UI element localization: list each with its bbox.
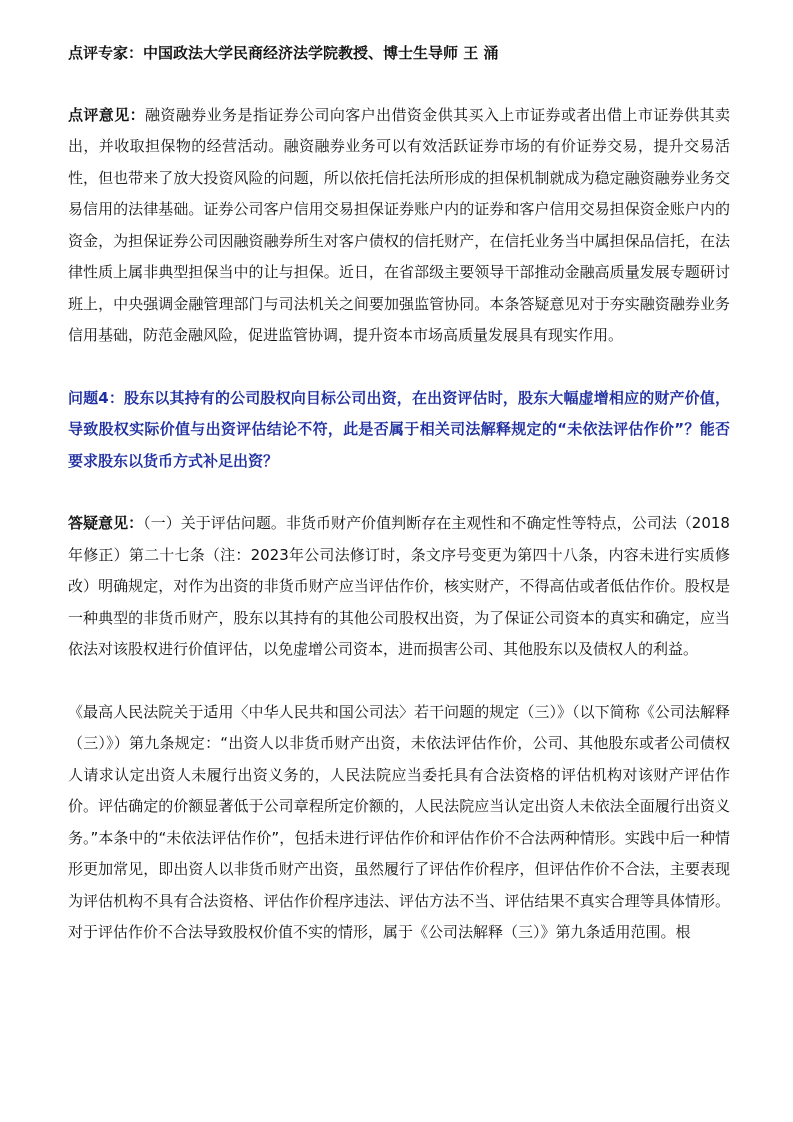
answer-paragraph: [68, 508, 730, 666]
answer-label: 答疑意见：: [68, 514, 144, 532]
comment-paragraph: [68, 100, 730, 352]
comment-text: 融资融券业务是指证券公司向客户出借资金供其买入上市证券或者出借上市证券供其卖出，并收取担保物的经营活动。融资融券业务可以有效活跃证券市场的有价证券交易，提升交易活性，但也带来了放大投资风险的问题，所以依托信托法所形成的担保机制就成为稳定融资融券业务交易信用的法律基础。证券公司客户信用交易担保证券账户内的证券和客户信用交易担保资金账户内的资金，为担保证券公司因融资融券所生对客户债权的信托财产，在信托业务当中属担保品信托，在法律性质上属非典型担保当中的让与担保。近日，在省部级主要领导干部推动金融高质量发展专题研讨班上，中央强调金融管理部门与司法机关之间要加强监管协同。本条答疑意见对于夯实融资融券业务信用基础，防范金融风险，促进监管协调，提升资本市场高质量发展具有现实作用。: [68, 105, 730, 344]
spacer: [68, 352, 730, 383]
comment-label: 点评意见：: [68, 105, 146, 124]
question-paragraph: 问题4：股东以其持有的公司股权向目标公司出资，在出资评估时，股东大幅虚增相应的财产价值，导致股权实际价值与出资评估结论不符，此是否属于相关司法解释规定的“未依法评估作价”？能否要求股东以货币方式补足出资？: [68, 388, 730, 470]
spacer: [68, 477, 730, 508]
spacer: [68, 666, 730, 697]
expert-line: 点评专家：中国政法大学民商经济法学院教授、博士生导师 王 涌: [68, 44, 499, 62]
regulation-paragraph: 《最高人民法院关于适用〈中华人民共和国公司法〉若干问题的规定（三）》（以下简称《公司法解释（三）》）第九条规定：“出资人以非货币财产出资，未依法评估作价，公司、其他股东或者公司债权人请求认定出资人未履行出资义务的，人民法院应当委托具有合法资格的评估机构对该财产评估作价。评估确定的价额显著低于公司章程所定价额的，人民法院应当认定出资人未依法全面履行出资义务。”本条中的“未依法评估作价”，包括未进行评估作价和评估作价不合法两种情形。实践中后一种情形更加常见，即出资人以非货币财产出资，虽然履行了评估作价程序，但评估作价不合法，主要表现为评估机构不具有合法资格、评估作价程序违法、评估方法不当、评估结果不真实合理等具体情形。对于评估作价不合法导致股权价值不实的情形，属于《公司法解释（三）》第九条适用范围。根: [68, 702, 730, 941]
document-page: [68, 38, 730, 949]
answer-text: （一）关于评估问题。非货币财产价值判断存在主观性和不确定性等特点，公司法（2018年修正）第二十七条（注：2023年公司法修订时，条文序号变更为第四十八条，内容未进行实质修改）明确规定，对作为出资的非货币财产应当评估作价，核实财产，不得高估或者低估作价。股权是一种典型的非货币财产，股东以其持有的其他公司股权出资，为了保证公司资本的真实和确定，应当依法对该股权进行价值评估，以免虚增公司资本，进而损害公司、其他股东以及债权人的利益。: [68, 514, 730, 658]
